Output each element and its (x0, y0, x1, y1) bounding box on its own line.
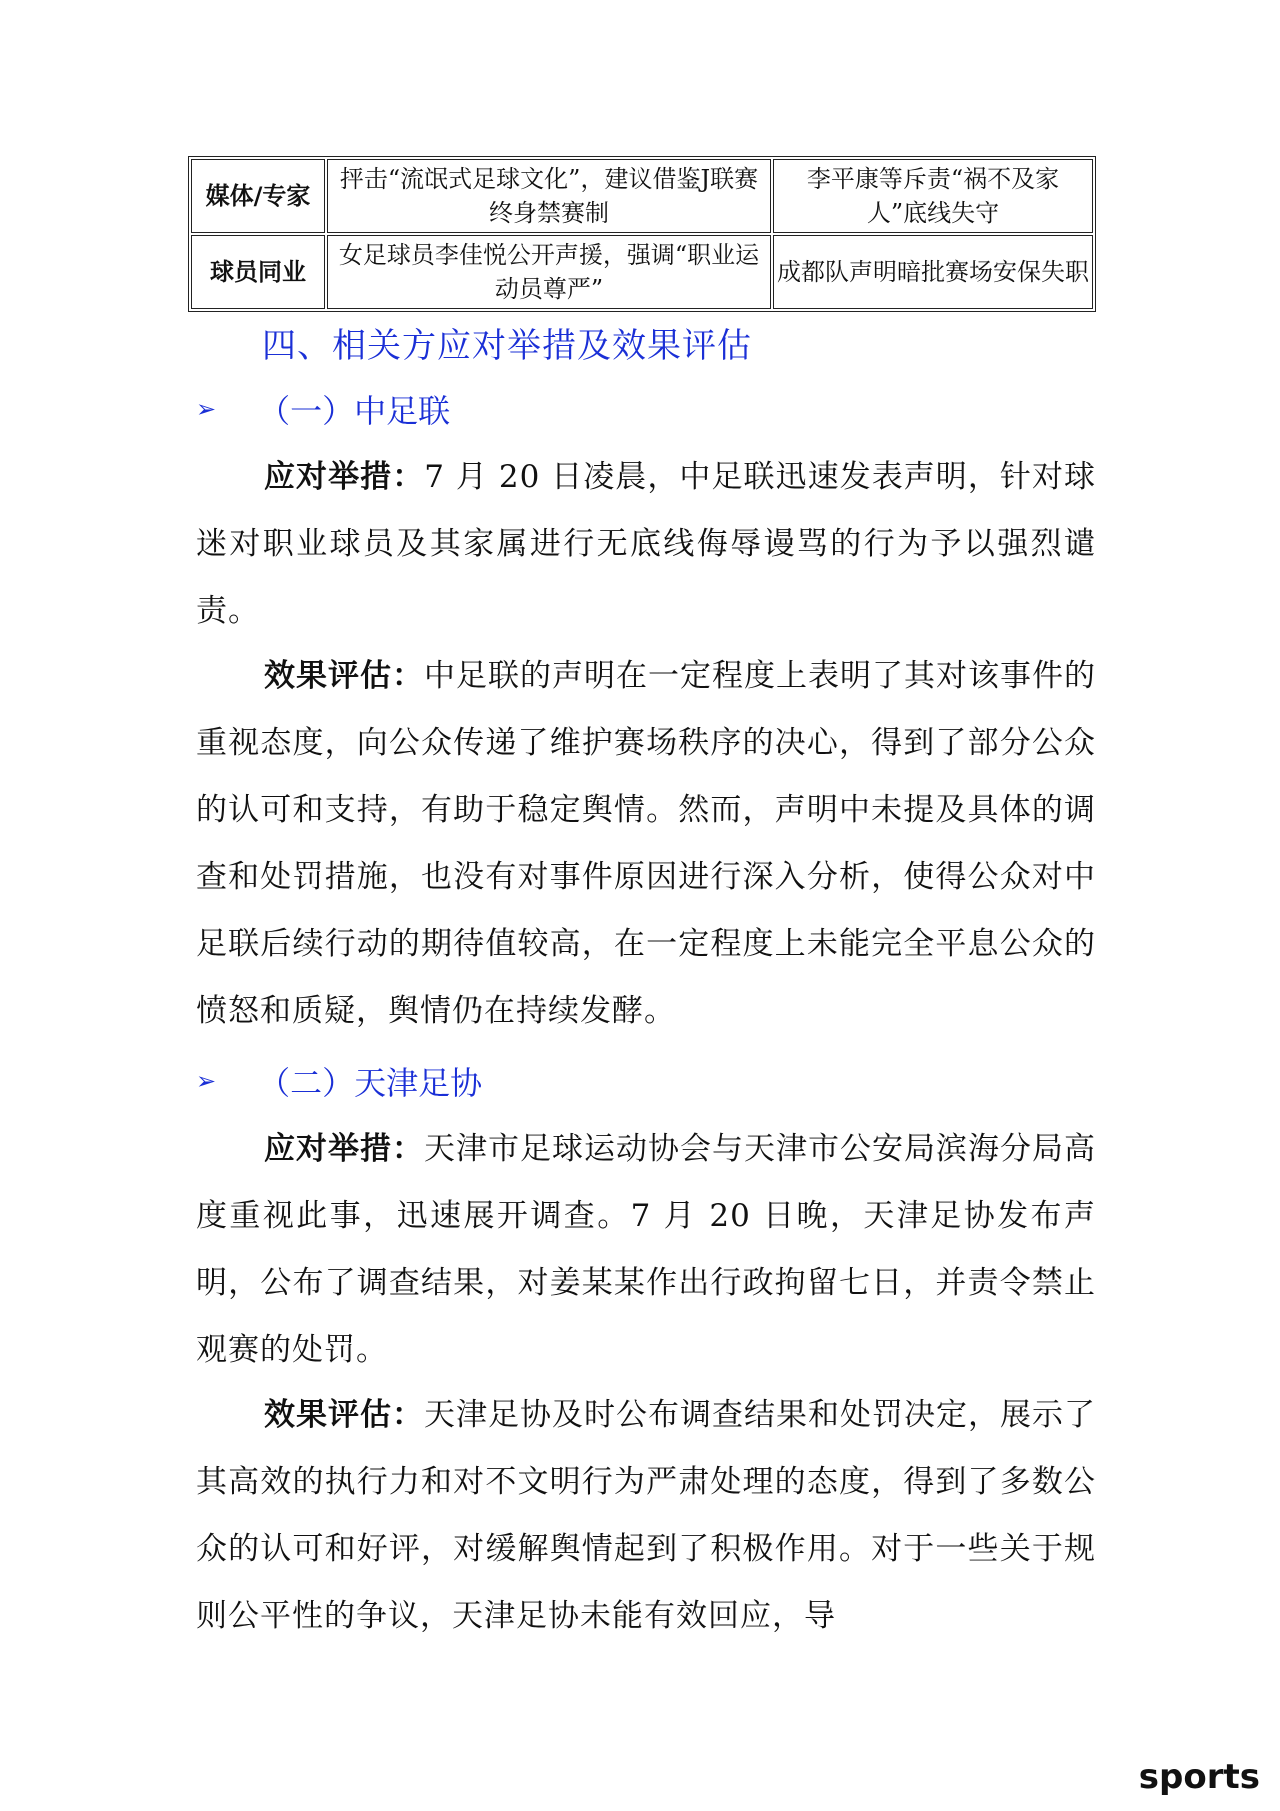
row-header-players: 球员同业 (191, 235, 325, 309)
subheading-csl (196, 386, 450, 432)
subheading-label: （二）天津足协 (258, 1064, 483, 1102)
paragraph-measure (196, 444, 1096, 645)
measure-label: 应对举措： (264, 459, 425, 495)
section-heading: 四、相关方应对举措及效果评估 (262, 326, 752, 366)
stakeholder-table (188, 156, 1096, 312)
watermark: sports (1138, 1757, 1260, 1797)
media-reaction-cell: 抨击“流氓式足球文化”，建议借鉴J联赛终身禁赛制 (327, 159, 771, 233)
subheading-tianjin (196, 1058, 482, 1104)
table-row (191, 159, 1093, 233)
subheading-label: （一）中足联 (258, 392, 451, 430)
effect-label: 效果评估： (264, 658, 424, 694)
measure-text: 天津市足球运动协会与天津市公安局滨海分局高度重视此事，迅速展开调查。7 月 20 日晚，天津足协发布声明，公布了调查结果，对姜某某作出行政拘留七日，并责令禁止观赛的处罚。 (196, 1131, 1096, 1368)
players-reaction-cell: 女足球员李佳悦公开声援，强调“职业运动员尊严” (327, 235, 771, 309)
effect-text: 天津足协及时公布调查结果和处罚决定，展示了其高效的执行力和对不文明行为严肃处理的态度，得到了多数公众的认可和好评，对缓解舆情起到了积极作用。对于一些关于规则公平性的争议，天津足协未能有效回应，导 (196, 1397, 1096, 1634)
measure-text: 7 月 20 日凌晨，中足联迅速发表声明，针对球迷对职业球员及其家属进行无底线侮辱谩骂的行为予以强烈谴责。 (196, 459, 1097, 629)
media-comment-cell: 李平康等斥责“祸不及家人”底线失守 (773, 159, 1093, 233)
players-comment-cell: 成都队声明暗批赛场安保失职 (773, 235, 1093, 309)
effect-label: 效果评估： (264, 1397, 424, 1433)
measure-label: 应对举措： (264, 1131, 424, 1167)
paragraph-effect (196, 643, 1096, 1045)
paragraph-measure (196, 1116, 1096, 1384)
arrow-bullet-icon: ➢ (196, 1067, 217, 1095)
arrow-bullet-icon: ➢ (196, 395, 217, 423)
row-header-media: 媒体/专家 (191, 159, 325, 233)
paragraph-effect (196, 1382, 1096, 1650)
effect-text: 中足联的声明在一定程度上表明了其对该事件的重视态度，向公众传递了维护赛场秩序的决心，得到了部分公众的认可和支持，有助于稳定舆情。然而，声明中未提及具体的调查和处罚措施，也没有对事件原因进行深入分析，使得公众对中足联后续行动的期待值较高，在一定程度上未能完全平息公众的愤怒和质疑，舆情仍在持续发酵。 (196, 658, 1096, 1029)
table-row (191, 235, 1093, 309)
